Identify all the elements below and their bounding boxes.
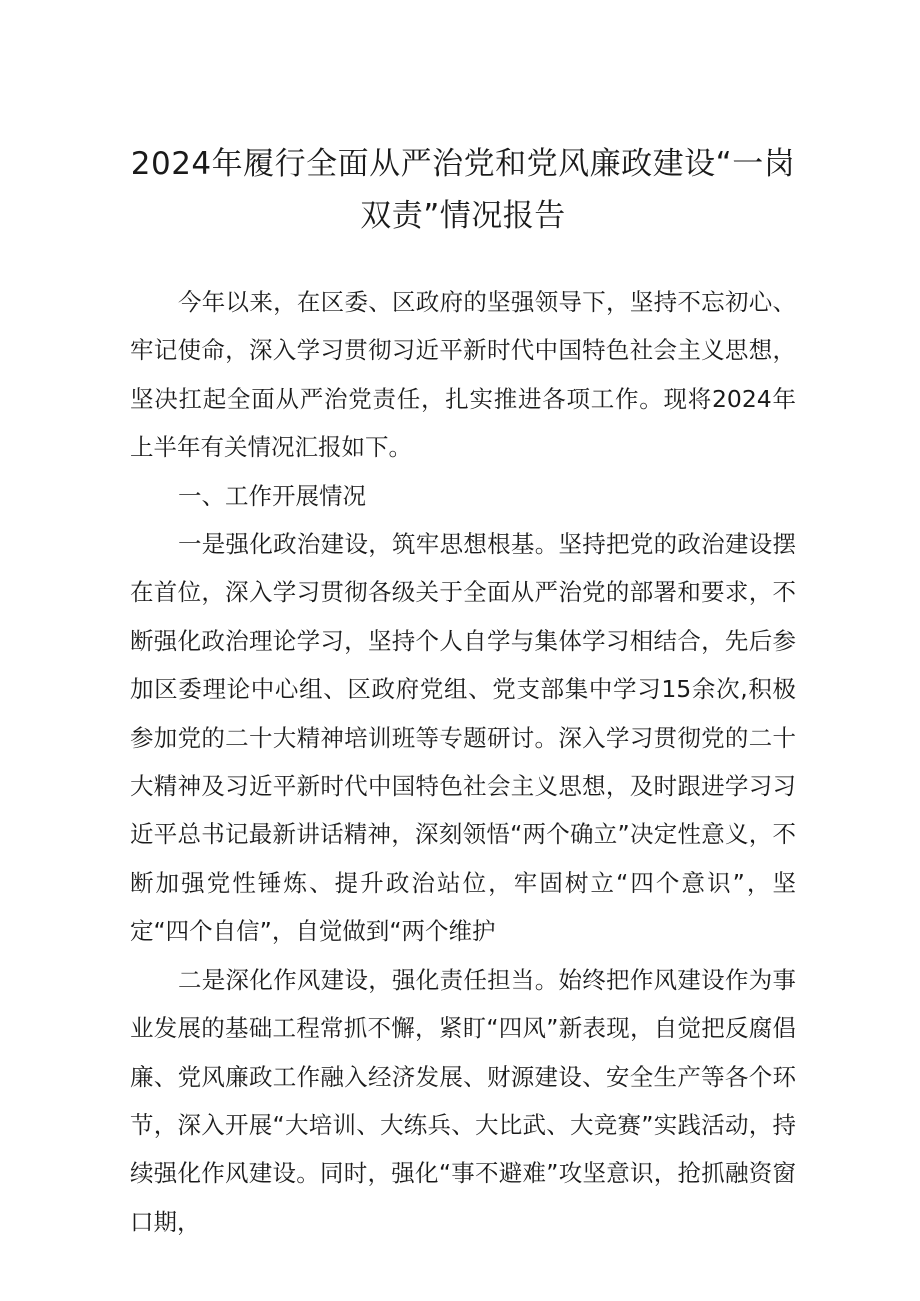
document-page xyxy=(130,138,796,1246)
section-heading-work-progress: 一、工作开展情况 xyxy=(178,481,366,510)
paragraph-political-construction: 一是强化政治建设，筑牢思想根基。坚持把党的政治建设摆在首位，深入学习贯彻各级关于全面从严治党的部署和要求，不断强化政治理论学习，坚持个人自学与集体学习相结合，先后参加区委理论中心组、区政府党组、党支部集中学习15余次,积极参加党的二十大精神培训班等专题研讨。深入学习贯彻党的二十大精神及习近平新时代中国特色社会主义思想，及时跟进学习习近平总书记最新讲话精神，深刻领悟“两个确立”决定性意义，不断加强党性锤炼、提升政治站位，牢固树立“四个意识”，坚定“四个自信”，自觉做到“两个维护 xyxy=(130,530,796,946)
document-body xyxy=(130,278,796,1246)
document-title: 2024年履行全面从严治党和党风廉政建设“一岗双责”情况报告 xyxy=(130,146,796,234)
intro-paragraph: 今年以来，在区委、区政府的坚强领导下，坚持不忘初心、牢记使命，深入学习贯彻习近平新时代中国特色社会主义思想，坚决扛起全面从严治党责任，扎实推进各项工作。现将2024年上半年有关情况汇报如下。 xyxy=(130,288,796,462)
paragraph-style-construction: 二是深化作风建设，强化责任担当。始终把作风建设作为事业发展的基础工程常抓不懈，紧盯“四风”新表现，自觉把反腐倡廉、党风廉政工作融入经济发展、财源建设、安全生产等各个环节，深入开展“大培训、大练兵、大比武、大竞赛”实践活动，持续强化作风建设。同时，强化“事不避难”攻坚意识，抢抓融资窗口期， xyxy=(130,965,796,1236)
